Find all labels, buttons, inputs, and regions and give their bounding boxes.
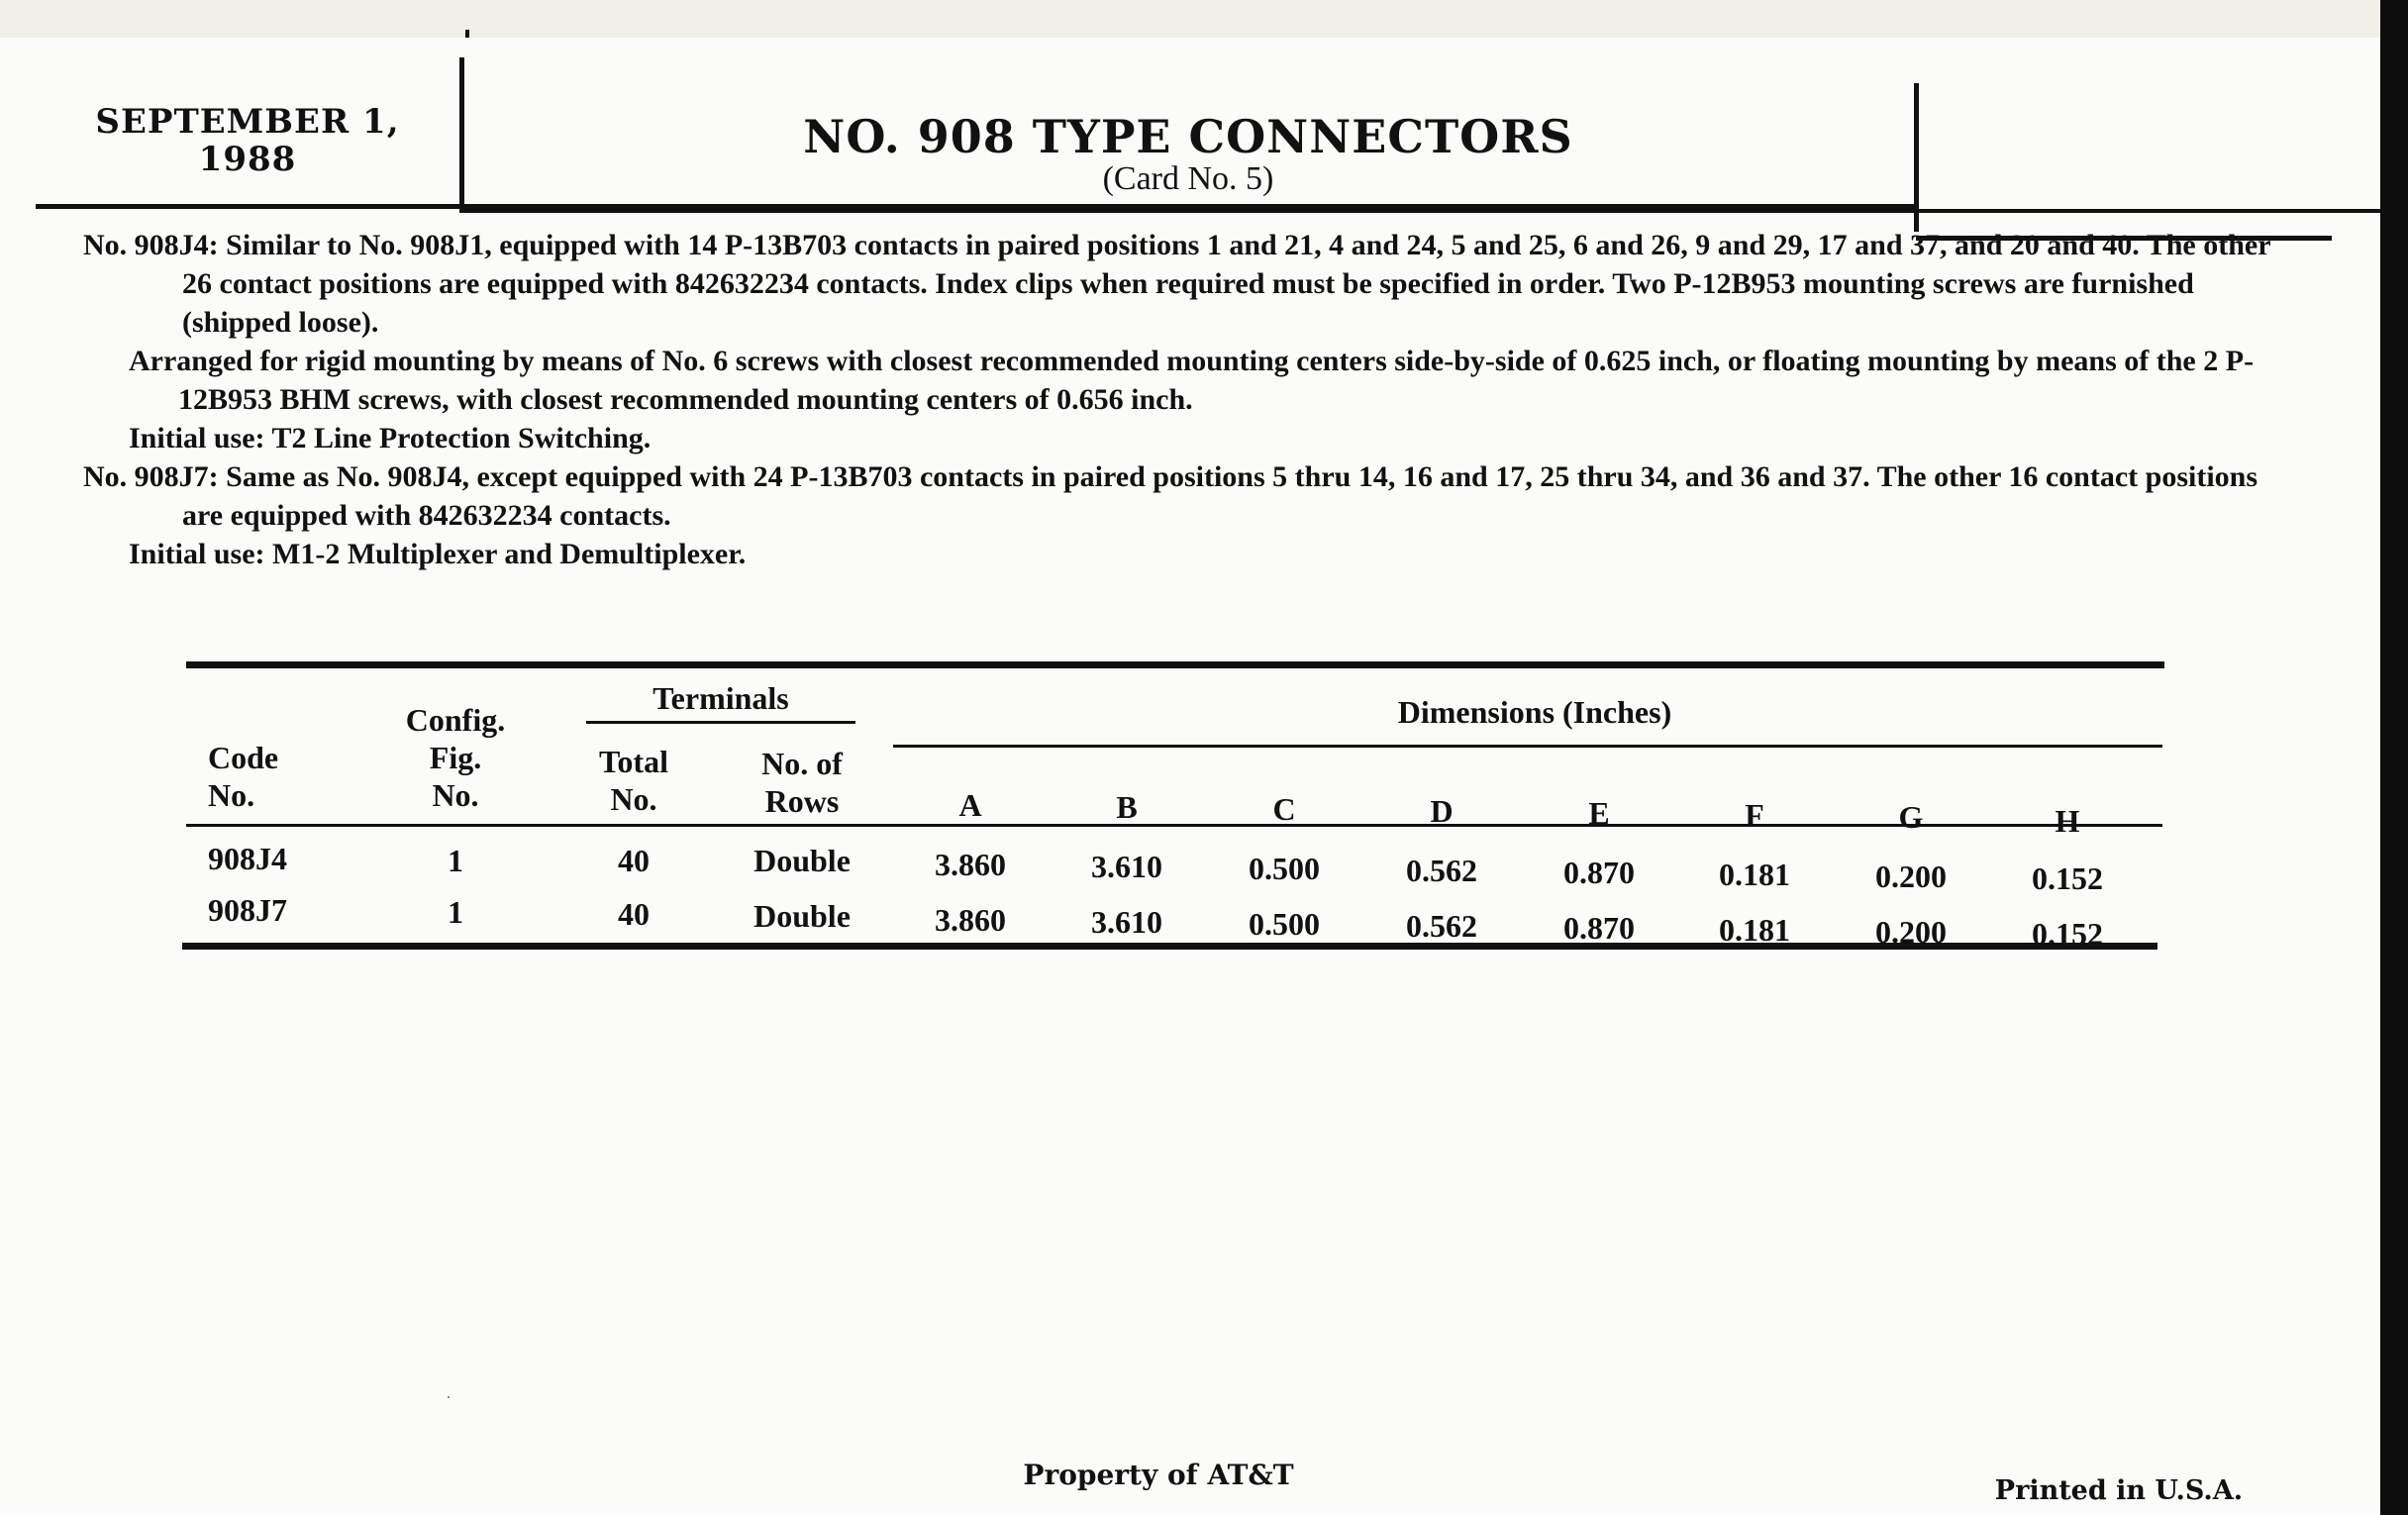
col-header-dim-e: E (1588, 795, 1610, 831)
col-header-code-line1: Code (208, 740, 279, 775)
cell-dim-h: 0.152 (2032, 916, 2103, 952)
col-header-dim-b: B (1116, 789, 1138, 825)
col-header-dim-d: D (1430, 793, 1454, 829)
footer-property: Property of AT&T (1023, 1459, 1294, 1491)
cell-dim-a: 3.860 (935, 902, 1006, 938)
header-divider-left (459, 57, 464, 208)
col-header-dim-a: A (958, 787, 982, 823)
col-header-dim-g: G (1898, 799, 1924, 835)
cell-dim-f: 0.181 (1719, 857, 1790, 892)
cell-dim-g: 0.200 (1875, 858, 1947, 894)
header-date (89, 103, 406, 178)
col-header-config-line2: Fig. (429, 740, 482, 775)
cell-config: 1 (448, 894, 463, 930)
col-header-total-line1: Total (599, 744, 668, 779)
description-body (83, 226, 2291, 573)
page-subtitle: (Card No. 5) (1102, 160, 1274, 197)
col-header-rows-line1: No. of (761, 746, 843, 781)
col-header-code-line2: No. (208, 777, 255, 813)
cell-dim-e: 0.870 (1563, 855, 1635, 890)
cell-rows: Double (753, 843, 851, 878)
scan-right-edge (2380, 0, 2408, 1515)
paragraph-908j4: No. 908J4: Similar to No. 908J1, equipped with 14 P-13B703 contacts in paired positions 1 and 21, 4 and 24, 5 and 25, 6 and 26, 9 and 29, 17 and 37, and 20 and 40. The other 26 contact positions are equipped with 842632234 contacts. Index clips when required must be specified in order. Two P-12B953 mounting screws are furnished (shipped loose). (83, 229, 2270, 339)
header-date-line1: SEPTEMBER 1, (95, 102, 400, 142)
cell-dim-g: 0.200 (1875, 914, 1947, 950)
header-date-line2: 1988 (198, 140, 297, 179)
col-header-dim-f: F (1745, 797, 1764, 833)
col-header-rows-line2: Rows (764, 783, 840, 819)
cell-rows: Double (753, 898, 851, 934)
paragraph-908j7: No. 908J7: Same as No. 908J4, except equipped with 24 P-13B703 contacts in paired positions 5 thru 14, 16 and 17, 25 thru 34, and 36 and 37. The other 16 contact positions are equipped with 842632234 contacts. (83, 460, 2258, 532)
paragraph-mounting: Arranged for rigid mounting by means of No. 6 screws with closest recommended mounting centers side-by-side of 0.625 inch, or floating mounting by means of the 2 P-12B953 BHM screws, with closest recommended mounting centers of 0.656 inch. (129, 345, 2255, 416)
cell-code: 908J7 (208, 892, 287, 928)
cell-dim-a: 3.860 (935, 847, 1006, 882)
scan-speck (448, 1396, 450, 1398)
cell-dim-d: 0.562 (1406, 853, 1477, 888)
scan-top-edge (0, 0, 2380, 38)
cell-dim-b: 3.610 (1091, 904, 1162, 940)
col-header-total-line2: No. (610, 781, 657, 817)
cell-total: 40 (618, 896, 650, 932)
dimensions-group-rule (893, 745, 2162, 748)
page-title: NO. 908 TYPE CONNECTORS (803, 110, 1573, 163)
cell-dim-b: 3.610 (1091, 849, 1162, 884)
cell-dim-c: 0.500 (1249, 906, 1320, 942)
cell-config: 1 (448, 843, 463, 878)
cell-dim-d: 0.562 (1406, 908, 1477, 944)
cell-dim-h: 0.152 (2032, 860, 2103, 896)
col-header-config-line1: Config. (405, 702, 506, 738)
header-rule-middle (459, 209, 2380, 213)
paragraph-initial-use-908j7: Initial use: M1-2 Multiplexer and Demultiplexer. (129, 538, 747, 570)
col-header-config-line3: No. (432, 777, 479, 813)
group-header-dimensions: Dimensions (Inches) (1397, 694, 1672, 730)
paragraph-initial-use-908j4: Initial use: T2 Line Protection Switching. (129, 422, 652, 454)
col-header-dim-h: H (2055, 803, 2080, 839)
cell-dim-e: 0.870 (1563, 910, 1635, 946)
table-top-rule (186, 661, 2164, 668)
cell-code: 908J4 (208, 841, 287, 876)
cell-dim-f: 0.181 (1719, 912, 1790, 948)
footer-printed: Printed in U.S.A. (1994, 1475, 2244, 1506)
group-header-terminals: Terminals (652, 680, 789, 716)
terminals-group-rule (586, 721, 855, 724)
col-header-dim-c: C (1272, 791, 1296, 827)
cell-dim-c: 0.500 (1249, 851, 1320, 886)
cell-total: 40 (618, 843, 650, 878)
